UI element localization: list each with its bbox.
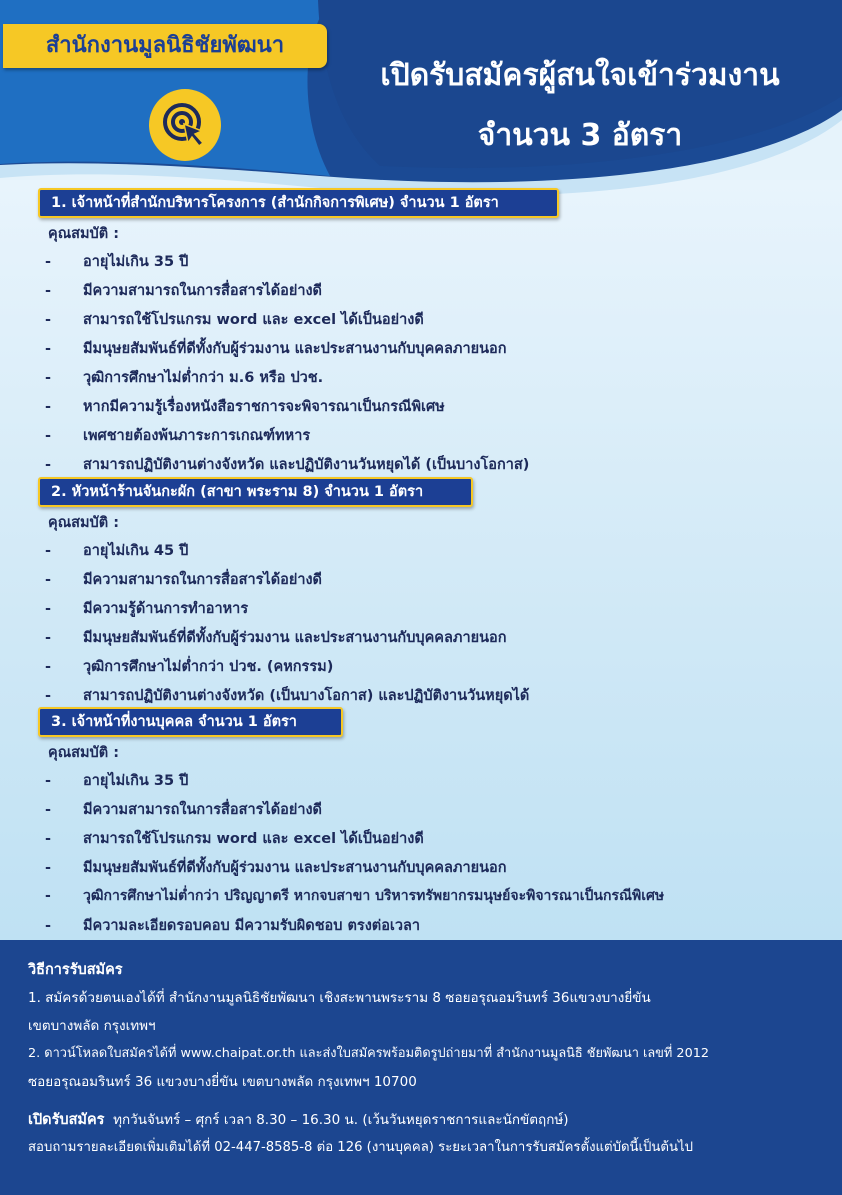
method-1-line-1: 1. สมัครด้วยตนเองได้ที่ สำนักงานมูลนิธิชัยพัฒนา เชิงสะพานพระราม 8 ซอยอรุณอมรินทร์ 36แขวงบางยี่ขัน <box>28 990 651 1006</box>
list-item: - มีความสามารถในการสื่อสารได้อย่างดี <box>45 572 322 588</box>
list-item: - มีมนุษยสัมพันธ์ที่ดีทั้งกับผู้ร่วมงาน และประสานงานกับบุคคลภายนอก <box>45 341 507 357</box>
list-item: - อายุไม่เกิน 45 ปี <box>45 543 189 559</box>
list-item: - อายุไม่เกิน 35 ปี <box>45 773 189 789</box>
position-3-heading: 3. เจ้าหน้าที่งานบุคคล จำนวน 1 อัตรา <box>38 707 343 737</box>
list-item: - มีความสามารถในการสื่อสารได้อย่างดี <box>45 283 322 299</box>
how-to-apply-title: วิธีการรับสมัคร <box>28 962 123 978</box>
list-item: - วุฒิการศึกษาไม่ต่ำกว่า ปวช. (คหกรรม) <box>45 659 334 675</box>
position-2-heading: 2. หัวหน้าร้านจันกะผัก (สาขา พระราม 8) จำนวน 1 อัตรา <box>38 477 473 507</box>
list-item: - มีความสามารถในการสื่อสารได้อย่างดี <box>45 802 322 818</box>
qualification-label: คุณสมบัติ : <box>48 745 120 761</box>
method-2-line-1: 2. ดาวน์โหลดใบสมัครได้ที่ www.chaipat.or.th และส่งใบสมัครพร้อมติดรูปถ่ายมาที่ สำนักงานมูลนิธิ ชัยพัฒนา เลขที่ 2012 <box>28 1046 710 1061</box>
list-item: - วุฒิการศึกษาไม่ต่ำกว่า ม.6 หรือ ปวช. <box>45 370 324 386</box>
list-item: - มีความละเอียดรอบคอบ มีความรับผิดชอบ ตรงต่อเวลา <box>45 918 421 934</box>
list-item: - อายุไม่เกิน 35 ปี <box>45 254 189 270</box>
open-label: เปิดรับสมัคร <box>28 1112 105 1128</box>
method-1-line-2: เขตบางพลัด กรุงเทพฯ <box>28 1018 156 1034</box>
qualification-label: คุณสมบัติ : <box>48 226 120 242</box>
list-item: - สามารถใช้โปรแกรม word และ excel ได้เป็นอย่างดี <box>45 312 424 328</box>
organization-badge <box>3 24 327 68</box>
organization-name: สำนักงานมูลนิธิชัยพัฒนา <box>45 33 285 58</box>
click-target-icon <box>149 89 221 161</box>
open-hours: ทุกวันจันทร์ – ศุกร์ เวลา 8.30 – 16.30 น. (เว้นวันหยุดราชการและนักขัตฤกษ์) <box>113 1112 569 1128</box>
list-item: - มีมนุษยสัมพันธ์ที่ดีทั้งกับผู้ร่วมงาน และประสานงานกับบุคคลภายนอก <box>45 860 507 876</box>
list-item: - สามารถปฏิบัติงานต่างจังหวัด และปฏิบัติงานวันหยุดได้ (เป็นบางโอกาส) <box>45 457 530 473</box>
application-info-footer <box>0 940 842 1195</box>
open-hours-line <box>28 1108 569 1131</box>
contact-line: สอบถามรายละเอียดเพิ่มเติมได้ที่ 02-447-8585-8 ต่อ 126 (งานบุคคล) ระยะเวลาในการรับสมัครตั้งแต่บัดนี้เป็นต้นไป <box>28 1140 694 1155</box>
headline: เปิดรับสมัครผู้สนใจเข้าร่วมงาน <box>380 58 780 93</box>
list-item: - เพศชายต้องพ้นภาระการเกณฑ์ทหาร <box>45 428 311 444</box>
list-item: - สามารถใช้โปรแกรม word และ excel ได้เป็นอย่างดี <box>45 831 424 847</box>
method-2-line-2: ซอยอรุณอมรินทร์ 36 แขวงบางยี่ขัน เขตบางพลัด กรุงเทพฯ 10700 <box>28 1074 417 1090</box>
list-item: - สามารถปฏิบัติงานต่างจังหวัด (เป็นบางโอกาส) และปฏิบัติงานวันหยุดได้ <box>45 688 530 704</box>
headline-count: จำนวน 3 อัตรา <box>477 118 683 153</box>
list-item: - มีความรู้ด้านการทำอาหาร <box>45 601 249 617</box>
position-1-heading: 1. เจ้าหน้าที่สำนักบริหารโครงการ (สำนักกิจการพิเศษ) จำนวน 1 อัตรา <box>38 188 559 218</box>
list-item: - วุฒิการศึกษาไม่ต่ำกว่า ปริญญาตรี หากจบสาขา บริหารทรัพยากรมนุษย์จะพิจารณาเป็นกรณีพิเศษ <box>45 888 665 904</box>
list-item: - มีมนุษยสัมพันธ์ที่ดีทั้งกับผู้ร่วมงาน และประสานงานกับบุคคลภายนอก <box>45 630 507 646</box>
qualification-label: คุณสมบัติ : <box>48 515 120 531</box>
list-item: - หากมีความรู้เรื่องหนังสือราชการจะพิจารณาเป็นกรณีพิเศษ <box>45 399 445 415</box>
